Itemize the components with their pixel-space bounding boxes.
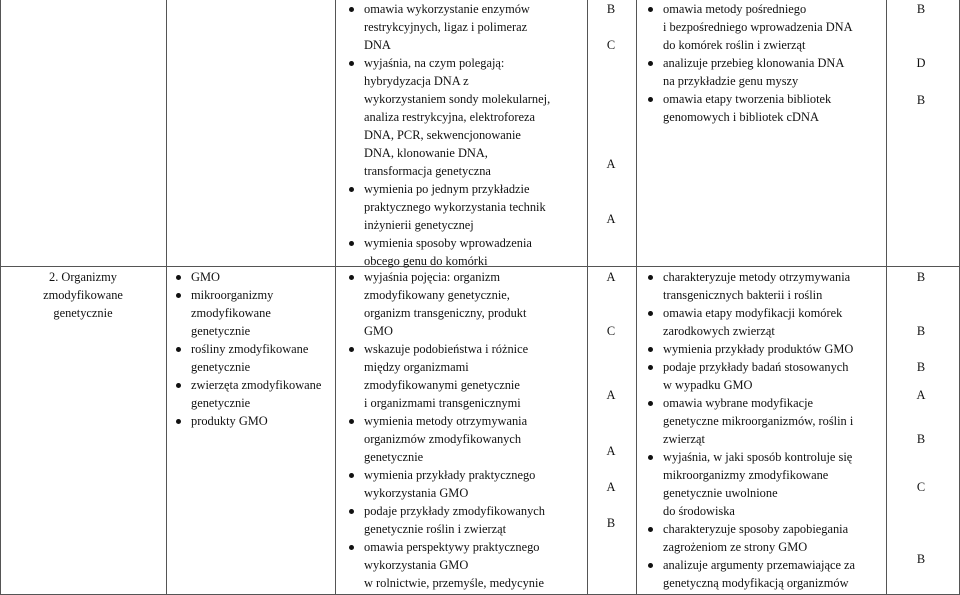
list-item-line: charakteryzuje sposoby zapobiegania [663,522,849,536]
list-item-line: do środowiska [663,504,735,518]
list-item [172,286,335,340]
table-divider [587,0,588,595]
grade-letter: A [606,388,616,402]
list-item-line: transformacja genetyczna [364,164,491,178]
list-item [644,0,886,54]
table-divider [166,0,167,595]
list-item-line: analizuje przebieg klonowania DNA [663,56,845,70]
list-item-line: inżynierii genetycznej [364,218,474,232]
list-item-line: genetycznie [191,396,251,410]
list-item-line: genetycznie [191,324,251,338]
list-item-line: DNA [364,38,391,52]
grade-letter: A [916,388,926,402]
grade-letter: B [916,432,926,446]
section-topics-list [172,268,335,430]
list-item [345,268,587,340]
list-item-line: genomowych i bibliotek cDNA [663,110,819,124]
list-item [345,0,587,54]
list-item-line: wymienia po jednym przykładzie [364,182,530,196]
list-item-line: w wypadku GMO [663,378,753,392]
list-item [345,538,587,592]
section-extended-list [644,268,886,592]
list-item [345,180,587,234]
list-item-line: w rolnictwie, przemyśle, medycynie [364,576,544,590]
grade-letter: B [916,324,926,338]
list-item-line: zarodkowych zwierząt [663,324,775,338]
list-item-line: genetycznie [364,450,424,464]
list-item-line: i organizmami transgenicznymi [364,396,521,410]
list-item [345,340,587,412]
list-item-line: DNA, klonowanie DNA, [364,146,488,160]
list-item-line: na przykładzie genu myszy [663,74,799,88]
grade-letter: A [606,157,616,171]
list-item-line: produkty GMO [191,414,268,428]
grade-letter: A [606,270,616,284]
list-item-line: zwierząt [663,432,705,446]
list-item-line: DNA, PCR, sekwencjonowanie [364,128,521,142]
list-item-line: omawia etapy tworzenia bibliotek [663,92,832,106]
list-item [644,304,886,340]
list-item [644,340,886,358]
section-title [0,268,166,322]
list-item-line: wykorzystania GMO [364,486,469,500]
list-item [644,394,886,448]
table-divider [636,0,637,595]
list-item-line: wykorzystania GMO [364,558,469,572]
list-item-line: obcego genu do komórki [364,254,488,268]
list-item [345,54,587,180]
list-item-line: wyjaśnia pojęcia: organizm [364,270,501,284]
list-item-line: omawia wybrane modyfikacje [663,396,814,410]
list-item [172,376,335,412]
grade-letter: A [606,212,616,226]
list-item-line: wyjaśnia, w jaki sposób kontroluje się [663,450,853,464]
grade-letter: B [916,2,926,16]
list-item-line: podaje przykłady badań stosowanych [663,360,849,374]
list-item [644,358,886,394]
section-title-line: zmodyfikowane [43,288,123,302]
section-topics-cell [172,268,335,430]
list-item [345,234,587,270]
list-item-line: zmodyfikowanymi genetycznie [364,378,520,392]
list-item-line: wyjaśnia, na czym polegają: [364,56,505,70]
list-item [644,520,886,556]
list-item-line: omawia wykorzystanie enzymów [364,2,530,16]
grade-letter: B [606,2,616,16]
list-item-line: zmodyfikowane [191,306,271,320]
list-item-line: genetyczną modyfikacją organizmów [663,576,849,590]
list-item-line: rośliny zmodyfikowane [191,342,309,356]
grade-letter: C [916,480,926,494]
list-item-line: mikroorganizmy [191,288,274,302]
list-item-line: omawia perspektywy praktycznego [364,540,540,554]
list-item [172,340,335,376]
list-item-line: omawia etapy modyfikacji komórek [663,306,843,320]
list-item [345,502,587,538]
list-item [172,268,335,286]
table-divider [335,0,336,595]
list-item-line: i bezpośredniego wprowadzenia DNA [663,20,853,34]
section-title-line: 2. Organizmy [49,270,117,284]
list-item-line: wymienia sposoby wprowadzenia [364,236,532,250]
list-item-line: transgenicznych bakterii i roślin [663,288,823,302]
list-item-line: praktycznego wykorzystania technik [364,200,546,214]
list-item [345,466,587,502]
list-item-line: zmodyfikowany genetycznie, [364,288,510,302]
grade-letter: A [606,444,616,458]
grade-letter: A [606,480,616,494]
top-requirements-cell [345,0,587,270]
grade-letter: D [916,56,926,70]
list-item-line: analizuje argumenty przemawiające za [663,558,856,572]
list-item [644,448,886,520]
list-item-line: mikroorganizmy zmodyfikowane [663,468,829,482]
list-item-line: między organizmami [364,360,469,374]
list-item-line: wykorzystaniem sondy molekularnej, [364,92,551,106]
list-item-line: GMO [364,324,393,338]
list-item-line: podaje przykłady zmodyfikowanych [364,504,545,518]
grade-letter: B [606,516,616,530]
top-extended-cell [644,0,886,126]
grade-letter: C [606,38,616,52]
grade-letter: B [916,93,926,107]
list-item-line: genetyczne mikroorganizmów, roślin i [663,414,854,428]
section-title-line: genetycznie [53,306,113,320]
top-extended-list [644,0,886,126]
grade-letter: B [916,552,926,566]
list-item-line: omawia metody pośredniego [663,2,807,16]
list-item-line: hybrydyzacja DNA z [364,74,469,88]
list-item [644,268,886,304]
list-item-line: genetycznie uwolnione [663,486,778,500]
list-item-line: charakteryzuje metody otrzymywania [663,270,851,284]
list-item-line: GMO [191,270,220,284]
list-item-line: analiza restrykcyjna, elektroforeza [364,110,535,124]
list-item [644,556,886,592]
list-item [644,90,886,126]
table-divider [886,0,887,595]
top-requirements-list [345,0,587,270]
grade-letter: C [606,324,616,338]
grade-letter: B [916,270,926,284]
list-item [172,412,335,430]
list-item [345,412,587,466]
list-item-line: organizm transgeniczny, produkt [364,306,527,320]
list-item-line: wymienia przykłady praktycznego [364,468,536,482]
list-item-line: genetycznie [191,360,251,374]
list-item-line: zwierzęta zmodyfikowane [191,378,322,392]
list-item-line: genetycznie roślin i zwierząt [364,522,507,536]
list-item-line: do komórek roślin i zwierząt [663,38,806,52]
list-item-line: organizmów zmodyfikowanych [364,432,522,446]
grade-letter: B [916,360,926,374]
list-item [644,54,886,90]
list-item-line: restrykcyjnych, ligaz i polimeraz [364,20,528,34]
section-requirements-cell [345,268,587,592]
section-extended-cell [644,268,886,592]
list-item-line: wskazuje podobieństwa i różnice [364,342,529,356]
list-item-line: wymienia metody otrzymywania [364,414,528,428]
section-requirements-list [345,268,587,592]
list-item-line: wymienia przykłady produktów GMO [663,342,854,356]
list-item-line: zagrożeniom ze strony GMO [663,540,808,554]
